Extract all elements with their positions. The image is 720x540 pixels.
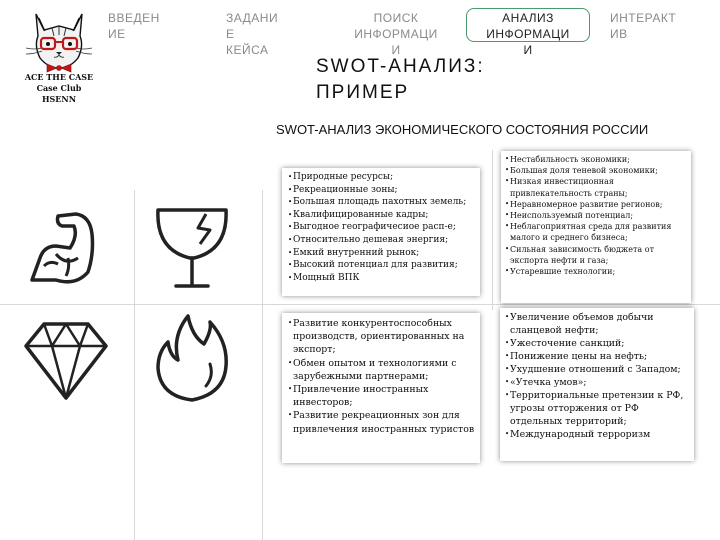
- list-item: • Нестабильность экономики;: [505, 154, 687, 165]
- list-item: • Квалифицированные кадры;: [288, 209, 476, 222]
- grid-divider: [492, 150, 493, 310]
- list-item: • Большая площадь пахотных земель;: [288, 196, 476, 209]
- list-item: • Ужесточение санкций;: [505, 337, 690, 350]
- list-item: • Рекреационные зоны;: [288, 184, 476, 197]
- opportunities-box: [282, 313, 480, 463]
- weaknesses-box: [501, 151, 691, 303]
- diamond-icon: [22, 318, 110, 402]
- list-item: • Мощный ВПК: [288, 272, 476, 285]
- list-item: • Низкая инвестиционная привлекательность страны;: [505, 176, 687, 198]
- grid-divider: [0, 304, 720, 305]
- nav-tab-info-search[interactable]: ПОИСК ИНФОРМАЦИ И: [354, 11, 438, 57]
- list-item: • Увеличение объемов добычи сланцевой нефти;: [505, 311, 690, 337]
- logo-caption: [14, 72, 104, 105]
- list-item: • Территориальные претензии к РФ, угрозы отторжения от РФ отдельных территорий;: [505, 389, 690, 428]
- logo-line: Case Club: [36, 83, 82, 93]
- weaknesses-list: [505, 154, 687, 277]
- opportunities-list: [288, 317, 476, 436]
- nav-tab-case-task[interactable]: ЗАДАНИ Е КЕЙСА: [226, 11, 279, 57]
- list-item: • Сильная зависимость бюджета от экспорта нефти и газа;: [505, 244, 687, 266]
- nav-tab-introduction[interactable]: ВВЕДЕН ИЕ: [108, 11, 160, 41]
- list-item: • Неиспользуемый потенциал;: [505, 210, 687, 221]
- grid-divider: [262, 190, 263, 540]
- strengths-box: [282, 168, 480, 296]
- nav-tab-interactive[interactable]: ИНТЕРАКТ ИВ: [610, 11, 677, 41]
- logo-line: HSENN: [41, 94, 77, 104]
- threats-list: [505, 311, 690, 441]
- flame-icon: [152, 312, 232, 404]
- list-item: • «Утечка умов»;: [505, 376, 690, 389]
- list-item: • Привлечение иностранных инвесторов;: [288, 383, 476, 409]
- list-item: • Природные ресурсы;: [288, 171, 476, 184]
- list-item: • Высокий потенциал для развития;: [288, 259, 476, 272]
- list-item: • Понижение цены на нефть;: [505, 350, 690, 363]
- slide-title: SWOT-АНАЛИЗ: ПРИМЕР: [316, 56, 485, 103]
- list-item: • Относительно дешевая энергия;: [288, 234, 476, 247]
- list-item: • Ухудшение отношений с Западом;: [505, 363, 690, 376]
- list-item: • Неблагоприятная среда для развития малого и среднего бизнеса;: [505, 221, 687, 243]
- nav-tab-info-analysis[interactable]: АНАЛИЗ ИНФОРМАЦИ И: [486, 11, 570, 57]
- list-item: • Развитие рекреационных зон для привлечения иностранных туристов: [288, 409, 476, 435]
- broken-glass-icon: [150, 204, 234, 292]
- list-item: • Выгодное географичесиое расп-е;: [288, 221, 476, 234]
- list-item: • Международный терроризм: [505, 428, 690, 441]
- threats-box: [500, 308, 694, 461]
- flexed-arm-icon: [22, 206, 106, 290]
- list-item: • Емкий внутренний рынок;: [288, 247, 476, 260]
- list-item: • Неравномерное развитие регионов;: [505, 199, 687, 210]
- list-item: • Обмен опытом и технологиями с зарубежными партнерами;: [288, 357, 476, 383]
- logo-line: ACE THE CASE: [24, 72, 94, 82]
- slide-subtitle: SWOT-АНАЛИЗ ЭКОНОМИЧЕСКОГО СОСТОЯНИЯ РОССИИ: [276, 122, 649, 137]
- list-item: • Устаревшие технологии;: [505, 266, 687, 277]
- list-item: • Развитие конкурентоспособных производств, ориентированных на экспорт;: [288, 317, 476, 357]
- grid-divider: [134, 190, 135, 540]
- strengths-list: [288, 171, 476, 284]
- list-item: • Большая доля теневой экономики;: [505, 165, 687, 176]
